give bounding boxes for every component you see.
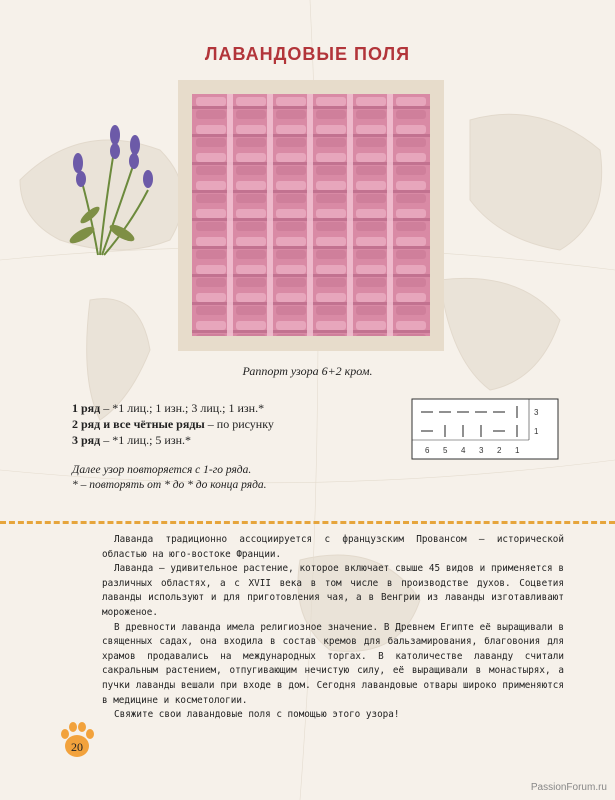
pattern-photo-frame [178, 80, 444, 351]
pattern-notes [72, 463, 267, 493]
paw-print-icon [57, 720, 97, 760]
knitted-pattern-photo [192, 94, 430, 336]
knitting-chart [411, 398, 561, 460]
chart-col-label: 1 [515, 446, 520, 455]
paragraph: Лаванда – удивительное растение, которое включает свыше 45 видов и применяется в различных областях, а с XVII века в том числе в производстве духов. Соцветия лаванды используют и для приготовления чая, а в Венгрии из лаванды изготавливают мороженое. [102, 563, 564, 618]
row-instruction: 3 ряд – *1 лиц.; 5 изн.* [72, 433, 191, 447]
row-instructions [72, 400, 274, 448]
article-text [102, 533, 564, 723]
paragraph: Свяжите свои лавандовые поля с помощью этого узора! [114, 709, 400, 721]
row-instruction: 2 ряд и все чётные ряды – по рисунку [72, 417, 274, 431]
dashed-divider [0, 521, 615, 524]
watermark: PassionForum.ru [530, 782, 607, 793]
note-line: * – повторять от * до * до конца ряда. [72, 479, 267, 491]
chart-col-label: 5 [443, 446, 448, 455]
row-instruction: 1 ряд – *1 лиц.; 1 изн.; 3 лиц.; 1 изн.* [72, 401, 265, 415]
pattern-caption: Раппорт узора 6+2 кром. [242, 364, 373, 378]
chart-row-label: 3 [534, 408, 539, 417]
note-line: Далее узор повторяется с 1-го ряда. [72, 464, 252, 476]
chart-col-label: 4 [461, 446, 466, 455]
chart-col-label: 3 [479, 446, 484, 455]
chart-row-label: 1 [534, 427, 539, 436]
paragraph: В древности лаванда имела религиозное значение. В Древнем Египте её выращивали в священных садах, она входила в состав кремов для бальзамирования, благовония для храмов продавались на международных торгах. В католичестве лаванду считали сакральным растением, отпугивающим нечистую силу, её выращивали в монастырях, а пучки лаванды вешали при входе в дом. Сегодня лавандовые отвары широко применяются в медицине и косметологии. [102, 621, 564, 706]
page-title: ЛАВАНДОВЫЕ ПОЛЯ [204, 44, 411, 64]
lavender-illustration [60, 115, 160, 265]
chart-col-label: 2 [497, 446, 502, 455]
chart-col-label: 6 [425, 446, 430, 455]
paragraph: Лаванда традиционно ассоциируется с французским Провансом – исторической областью на юго-востоке Франции. [102, 534, 564, 560]
page-number: 20 [71, 740, 83, 754]
